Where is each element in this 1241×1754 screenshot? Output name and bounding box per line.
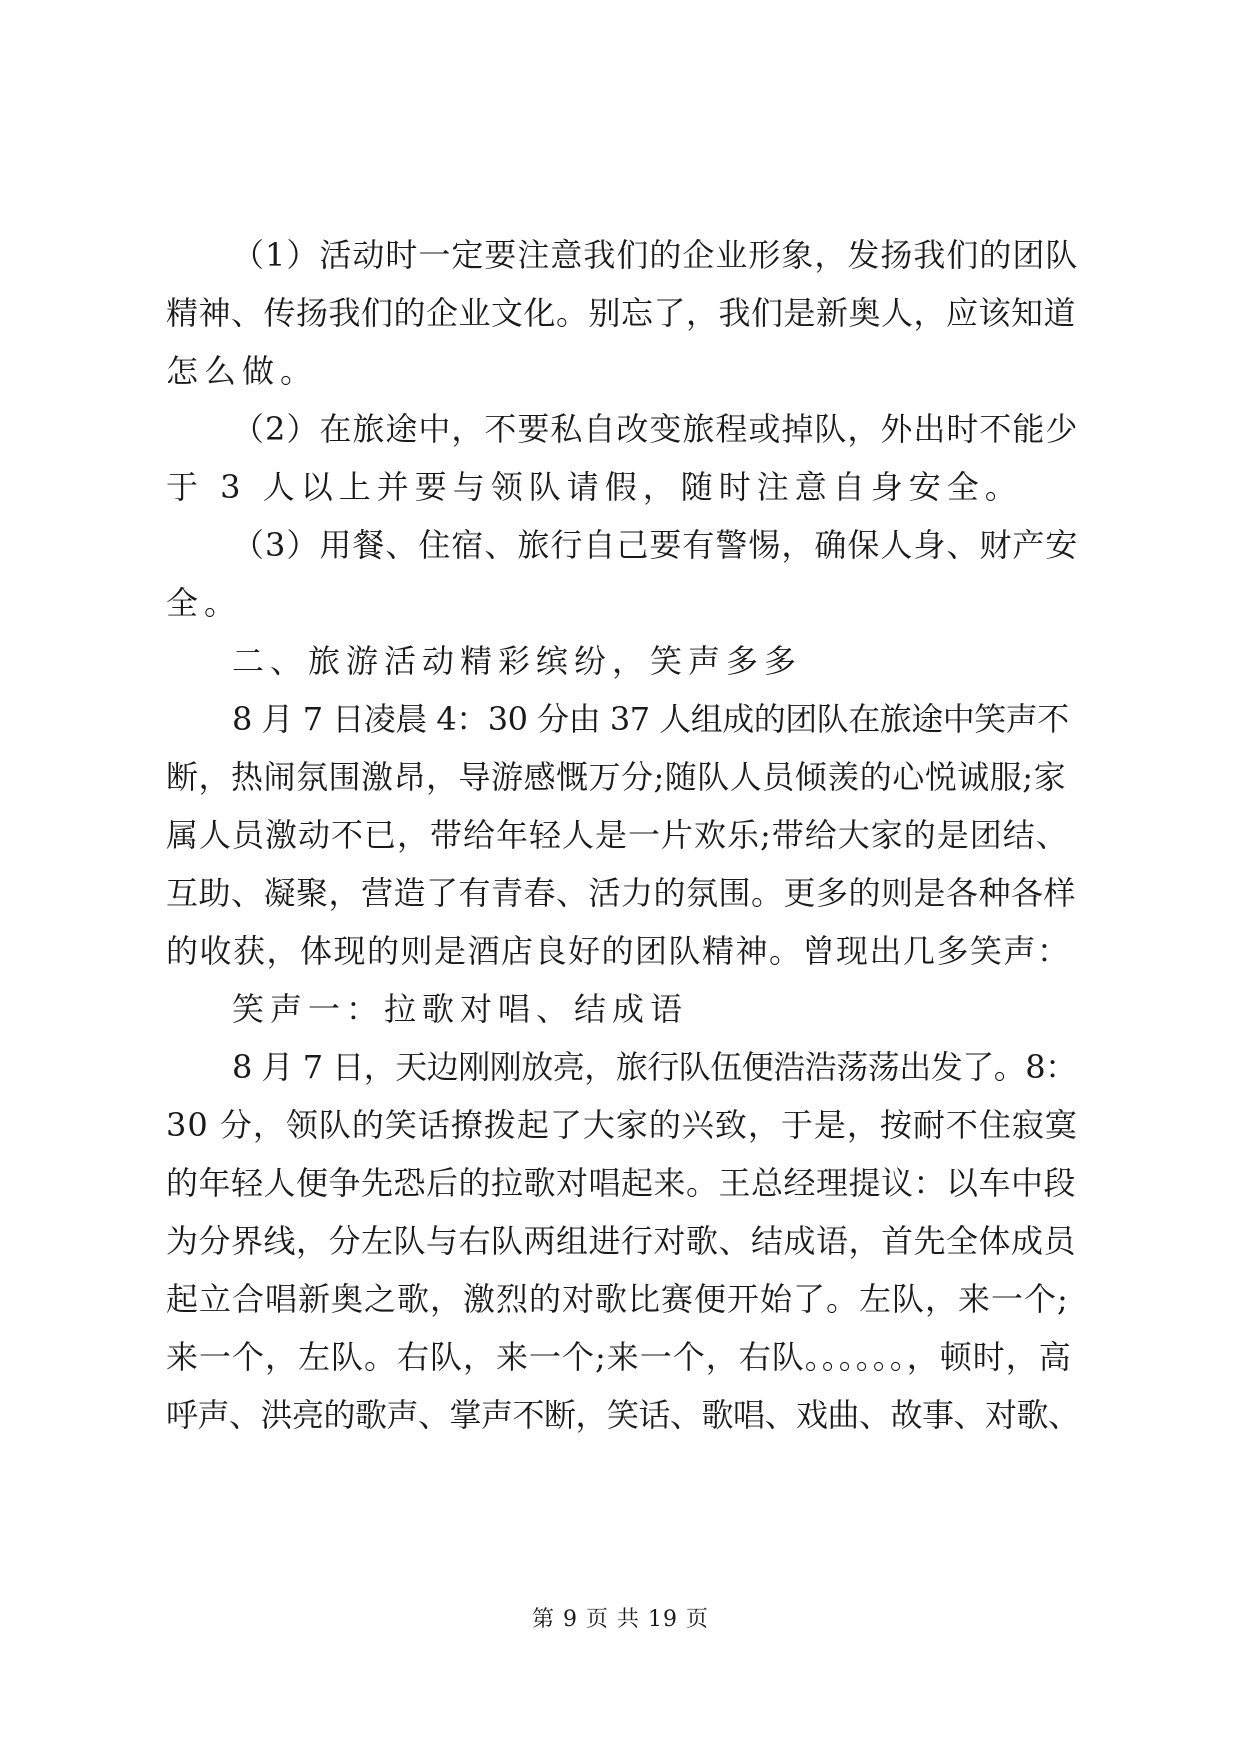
text-line: （3）用餐、住宿、旅行自己要有警惕，确保人身、财产安: [232, 526, 1079, 564]
text-line: 互助、凝聚，营造了有青春、活力的氛围。更多的则是各种各样: [166, 874, 1077, 912]
text-line: 的年轻人便争先恐后的拉歌对唱起来。王总经理提议：以车中段: [166, 1164, 1077, 1202]
text-line: 来一个，左队。右队，来一个;来一个，右队。。。。。。，顿时，高: [166, 1338, 1072, 1376]
text-line: 30 分，领队的笑话撩拨起了大家的兴致，于是，按耐不住寂寞: [166, 1106, 1078, 1144]
text-line: 为分界线，分左队与右队两组进行对歌、结成语，首先全体成员: [166, 1222, 1077, 1260]
text-line: 全。: [166, 584, 243, 622]
text-line: 呼声、洪亮的歌声、掌声不断，笑话、歌唱、戏曲、故事、对歌、: [166, 1396, 1080, 1434]
page-footer: 第 9 页 共 19 页: [532, 1607, 709, 1632]
text-line: 二、旅游活动精彩缤纷，笑声多多: [232, 642, 803, 680]
text-line: （1）活动时一定要注意我们的企业形象，发扬我们的团队: [232, 236, 1079, 274]
text-line: 怎么做。: [166, 352, 319, 390]
text-line: 于 3 人以上并要与领队请假，随时注意自身安全。: [166, 468, 1023, 506]
text-line: 8 月 7 日凌晨 4：30 分由 37 人组成的团队在旅途中笑声不: [232, 700, 1069, 738]
text-line: 精神、传扬我们的企业文化。别忘了，我们是新奥人，应该知道: [166, 294, 1077, 332]
text-line: 断，热闹氛围激昂，导游感慨万分;随队人员倾羡的心悦诚服;家: [166, 758, 1067, 796]
text-line: 起立合唱新奥之歌，激烈的对歌比赛便开始了。左队，来一个;: [166, 1280, 1069, 1318]
text-line: 的收获，体现的则是酒店良好的团队精神。曾现出几多笑声：: [166, 932, 1071, 970]
text-line: 属人员激动不已，带给年轻人是一片欢乐;带给大家的是团结、: [166, 816, 1069, 854]
text-line: 笑声一：拉歌对唱、结成语: [232, 990, 689, 1028]
text-line: （2）在旅途中，不要私自改变旅程或掉队，外出时不能少: [232, 410, 1079, 448]
document-body: [166, 226, 1080, 1444]
text-line: 8 月 7 日，天边刚刚放亮，旅行队伍便浩浩荡荡出发了。8：: [232, 1048, 1077, 1086]
